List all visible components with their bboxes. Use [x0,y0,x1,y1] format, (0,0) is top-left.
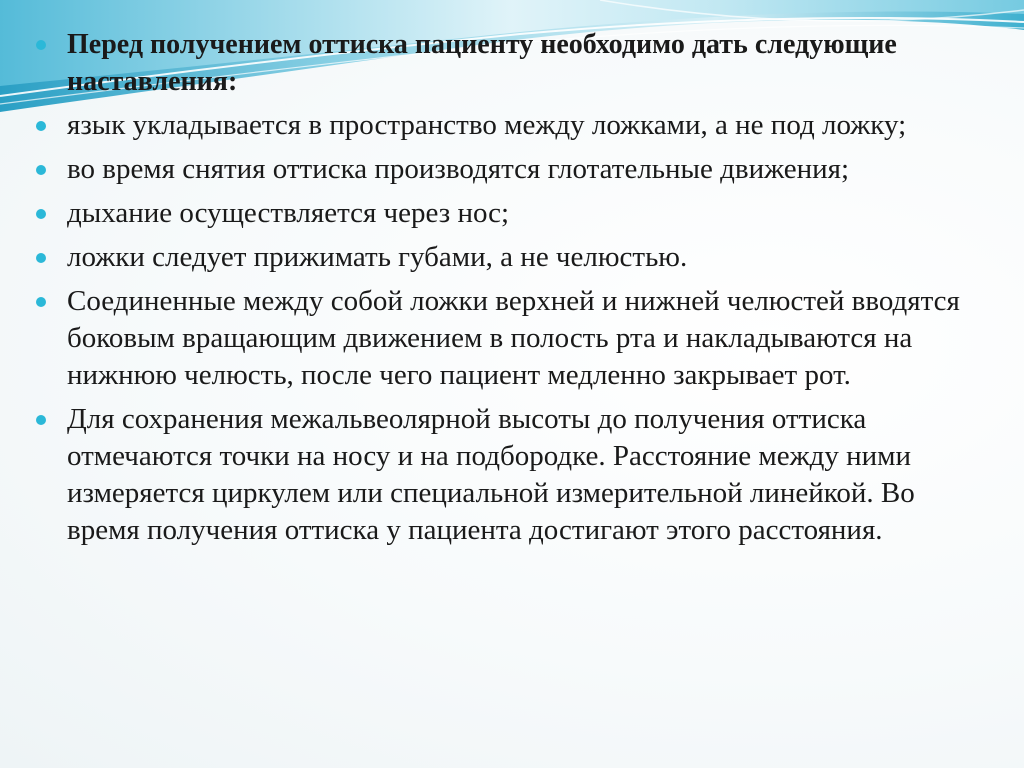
bullet-text: во время снятия оттиска производятся глотательные движения; [67,153,850,185]
bullet-dot-icon [36,415,46,425]
bullet-dot-icon [36,209,46,219]
bullet-item [36,283,966,394]
bullet-item [36,107,966,144]
bullet-list [36,26,966,549]
bullet-text: дыхание осуществляется через нос; [67,197,510,229]
bullet-dot-icon [36,40,46,50]
bullet-text: язык укладывается в пространство между ложками, а не под ложку; [67,109,907,141]
bullet-text: Перед получением оттиска пациенту необходимо дать следующие наставления: [67,29,897,97]
bullet-text: ложки следует прижимать губами, а не челюстью. [67,241,688,273]
bullet-item [36,195,966,232]
bullet-text: Соединенные между собой ложки верхней и нижней челюстей вводятся боковым вращающим движением в полость рта и накладываются на нижнюю челюсть, после чего пациент медленно закрывает рот. [67,285,960,391]
bullet-item [36,26,966,100]
bullet-item [36,239,966,276]
bullet-dot-icon [36,121,46,131]
slide-content [36,26,966,556]
bullet-dot-icon [36,253,46,263]
bullet-item [36,401,966,549]
bullet-dot-icon [36,165,46,175]
bullet-text: Для сохранения межальвеолярной высоты до получения оттиска отмечаются точки на носу и на подбородке. Расстояние между ними измеряется циркулем или специальной измерительной линейкой. Во время получения оттиска у пациента достигают этого расстояния. [67,403,915,546]
bullet-dot-icon [36,297,46,307]
bullet-item [36,151,966,188]
